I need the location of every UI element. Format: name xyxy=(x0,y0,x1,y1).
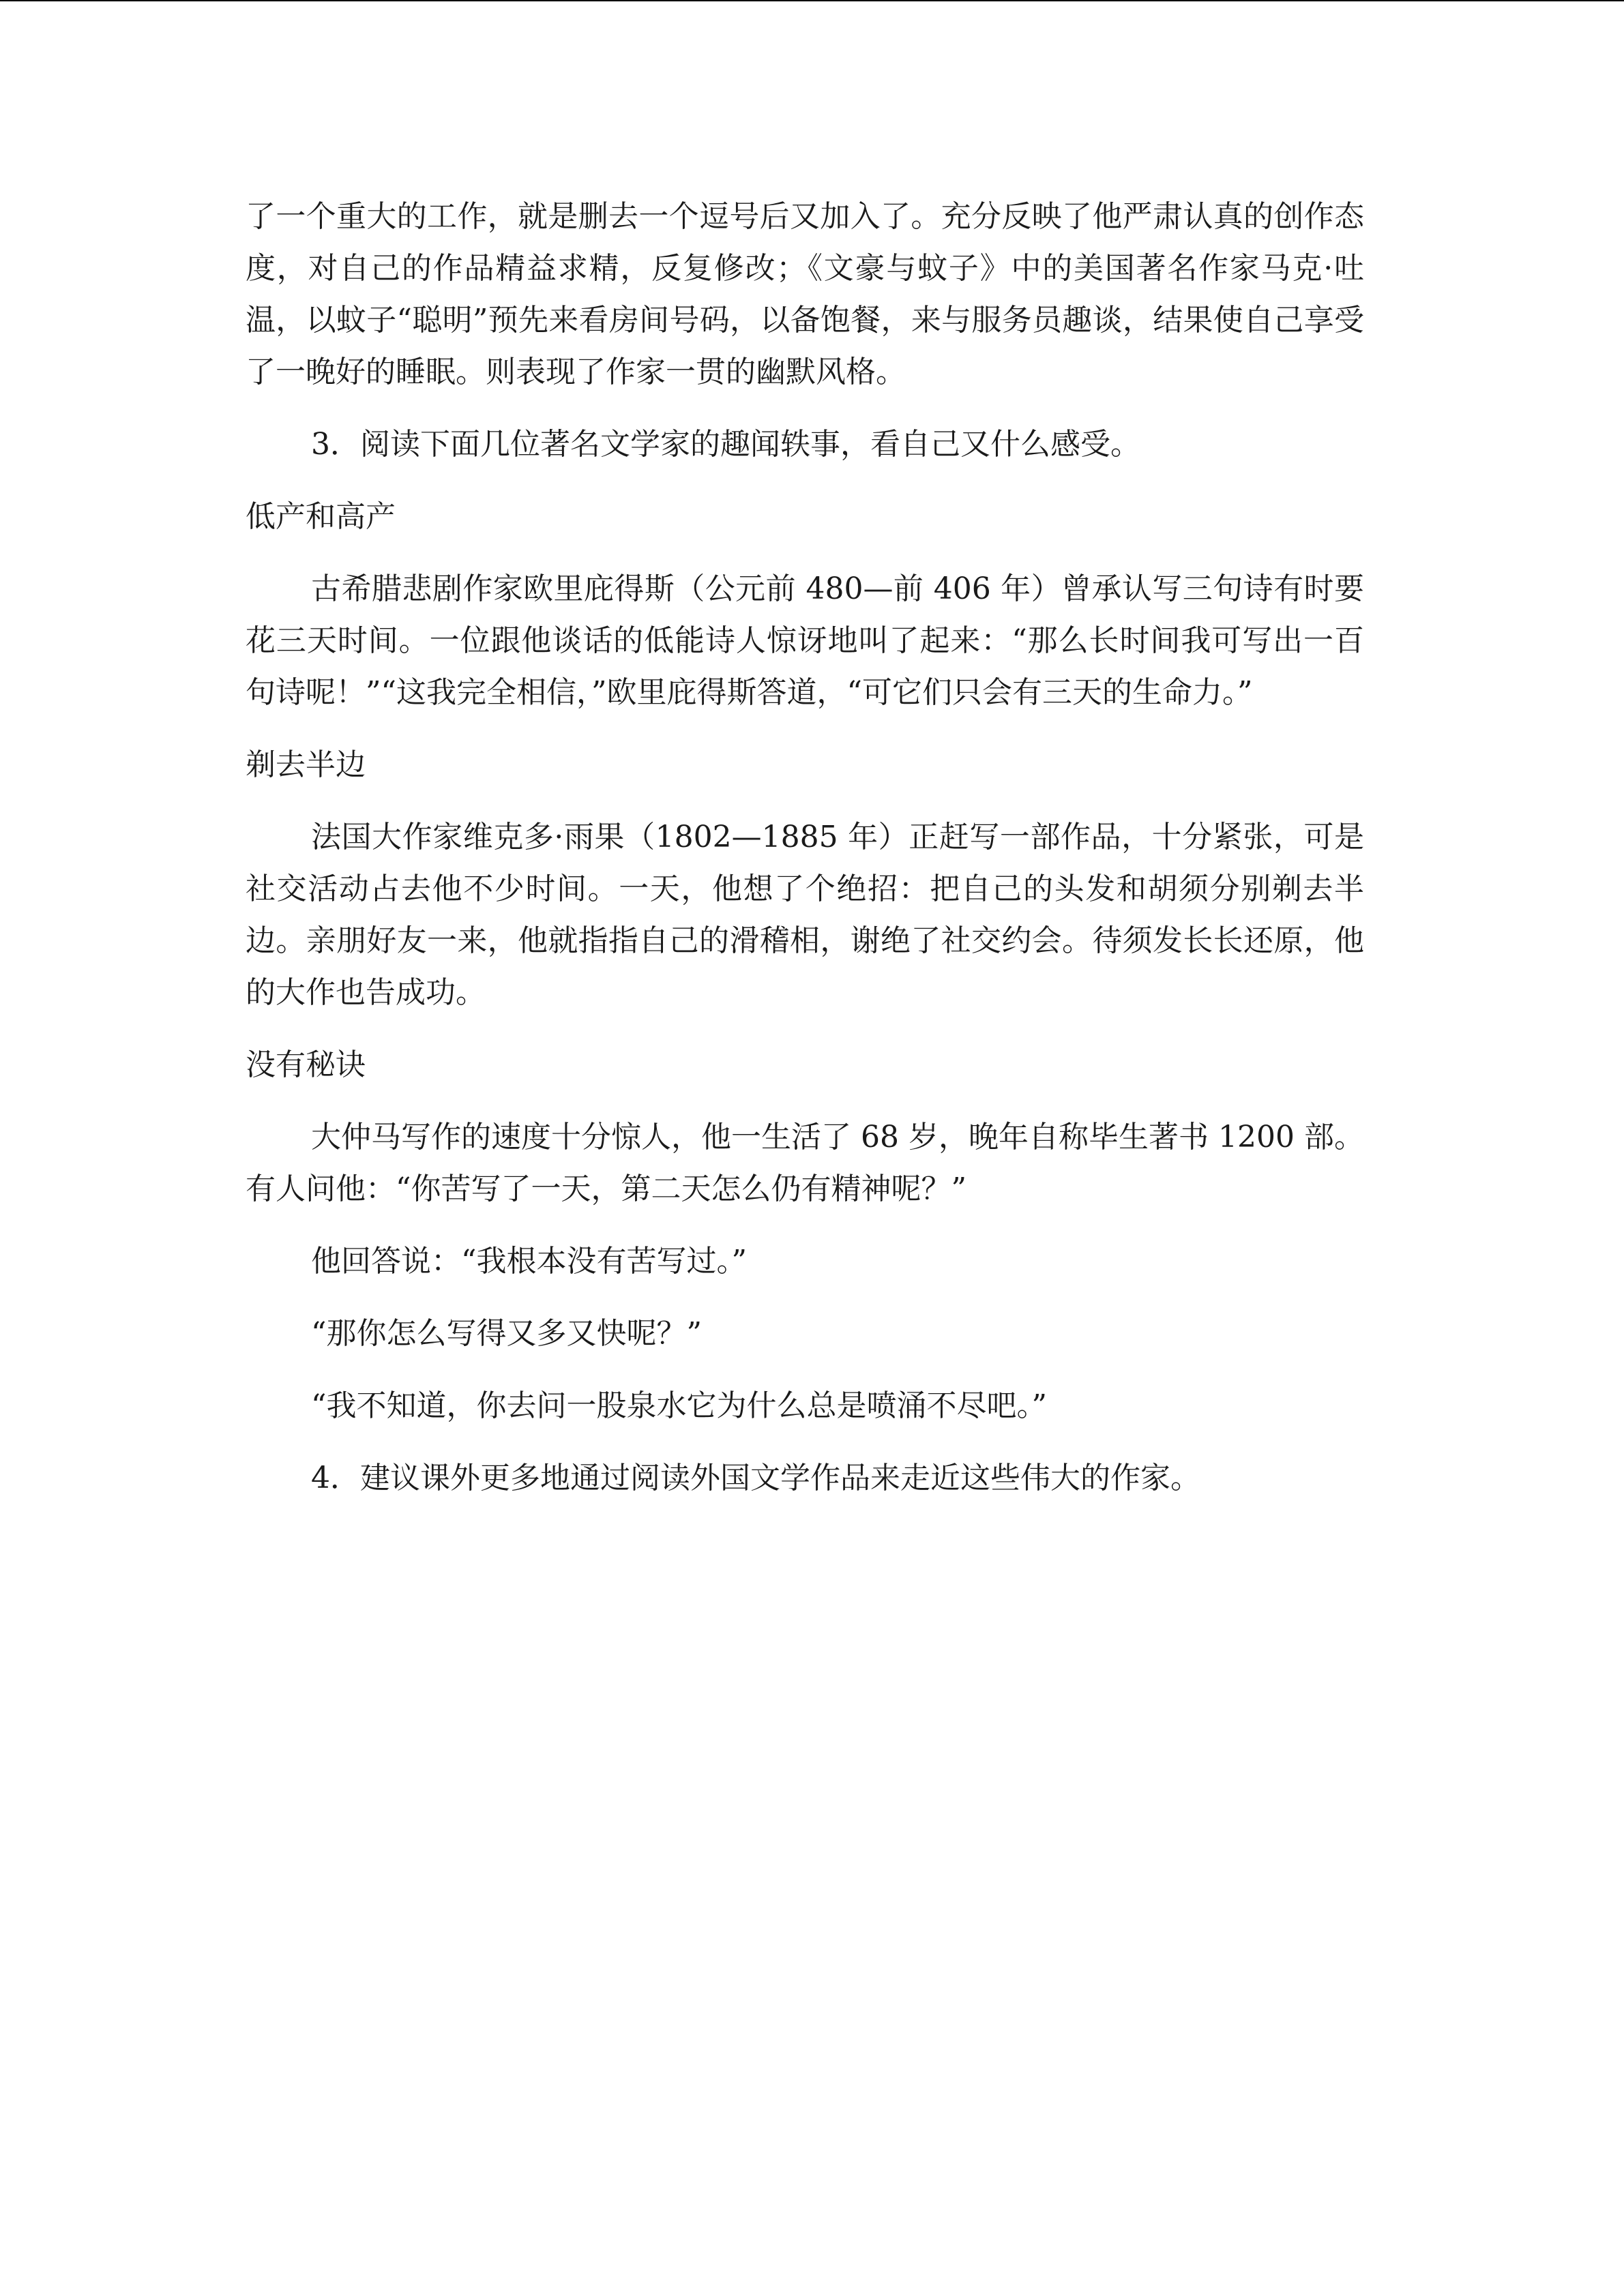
item-3-paragraph: 3．阅读下面几位著名文学家的趣闻轶事，看自己又什么感受。 xyxy=(311,427,1140,462)
story-2-title: 剃去半边 xyxy=(246,747,366,782)
story-1-body: 古希腊悲剧作家欧里庇得斯（公元前 480—前 406 年）曾承认写三句诗有时要花三天时间。一位跟他谈话的低能诗人惊讶地叫了起来：“那么长时间我可写出一百句诗呢！”“这我完全相信，”欧里庇得斯答道，“可它们只会有三天的生命力。” xyxy=(246,571,1364,710)
story-3-body: 大仲马写作的速度十分惊人，他一生活了 68 岁，晚年自称毕生著书 1200 部。有人问他：“你苦写了一天，第二天怎么仍有精神呢？” xyxy=(246,1120,1364,1206)
story-3-dialogue-2: “那你怎么写得又多又快呢？” xyxy=(311,1316,702,1351)
page-top-border xyxy=(0,0,1624,1)
story-1-title: 低产和高产 xyxy=(246,499,396,534)
item-4-paragraph: 4．建议课外更多地通过阅读外国文学作品来走近这些伟大的作家。 xyxy=(311,1461,1200,1495)
intro-paragraph: 了一个重大的工作，就是删去一个逗号后又加入了。充分反映了他严肃认真的创作态度，对自己的作品精益求精，反复修改；《文豪与蚊子》中的美国著名作家马克·吐温，以蚊子“聪明”预先来看房间号码，以备饱餐，来与服务员趣谈，结果使自己享受了一晚好的睡眠。则表现了作家一贯的幽默风格。 xyxy=(246,199,1364,389)
story-3-dialogue-3: “我不知道，你去问一股泉水它为什么总是喷涌不尽吧。” xyxy=(311,1388,1047,1423)
story-3-dialogue-1: 他回答说：“我根本没有苦写过。” xyxy=(311,1244,747,1279)
story-2-body: 法国大作家维克多·雨果（1802—1885 年）正赶写一部作品，十分紧张，可是社交活动占去他不少时间。一天，他想了个绝招：把自己的头发和胡须分别剃去半边。亲朋好友一来，他就指指自己的滑稽相，谢绝了社交约会。待须发长长还原，他的大作也告成功。 xyxy=(246,820,1364,1010)
story-3-title: 没有秘诀 xyxy=(246,1047,366,1082)
document-page xyxy=(246,191,1364,1504)
